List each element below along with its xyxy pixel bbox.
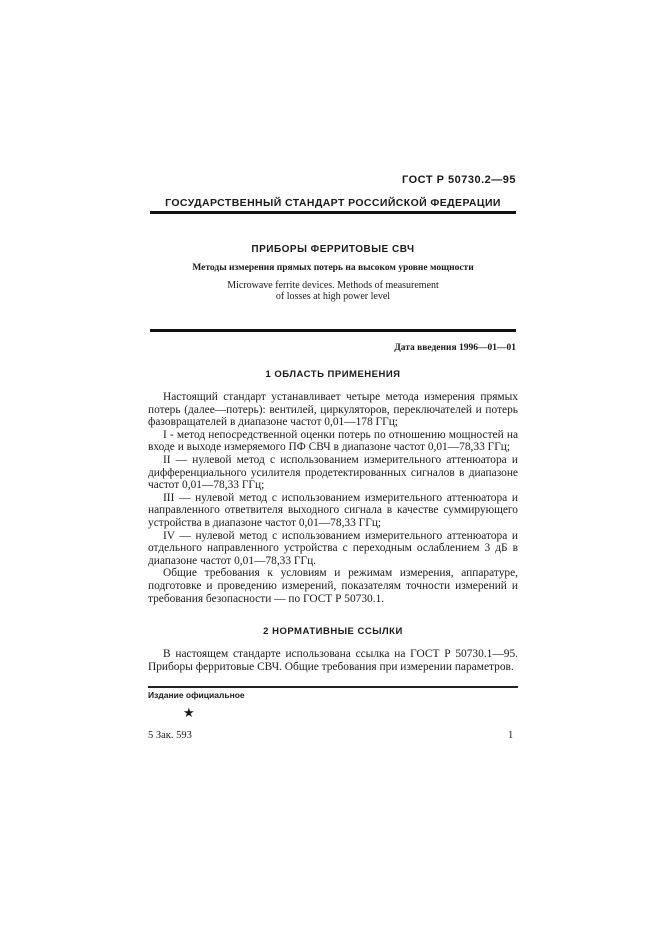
subtitle-english-line-1: Microwave ferrite devices. Methods of measurement [227, 280, 439, 291]
gost-code: ГОСТ Р 50730.2—95 [402, 174, 516, 186]
state-standard-title: ГОСУДАРСТВЕННЫЙ СТАНДАРТ РОССИЙСКОЙ ФЕДЕРАЦИИ [165, 197, 501, 209]
paragraph: III — нулевой метод с использованием измерительного аттенюатора и направленного ответвителя выходного сигнала в качестве суммирующего устройства в диапазоне частот 0,01—78,33 ГГц; [148, 491, 518, 529]
section-2-heading: 2 НОРМАТИВНЫЕ ССЫЛКИ [263, 626, 403, 637]
order-number: 5 Зак. 593 [148, 730, 192, 741]
title-divider [150, 329, 516, 332]
header-divider [150, 211, 516, 214]
page-number: 1 [508, 730, 514, 741]
paragraph: В настоящем стандарте использована ссылка на ГОСТ Р 50730.1—95. Приборы ферритовые СВЧ. Общие требования при измерении параметров. [148, 648, 518, 673]
date-of-introduction: Дата введения 1996—01—01 [394, 343, 516, 353]
subtitle-russian: Методы измерения прямых потерь на высоком уровне мощности [192, 263, 474, 273]
star-icon: ★ [183, 705, 195, 720]
paragraph: Настоящий стандарт устанавливает четыре метода измерения прямых потерь (далее—потерь): вентилей, циркуляторов, переключателей и потерь фазовращателей в диапазоне частот 0,01—178 ГГц; [148, 391, 518, 429]
paragraph: Общие требования к условиям и режимам измерения, аппаратуре, подготовке и проведению измерений, показателям точности измерений и требования безопасности — по ГОСТ Р 50730.1. [148, 567, 518, 605]
document-title: ПРИБОРЫ ФЕРРИТОВЫЕ СВЧ [251, 244, 415, 255]
subtitle-english [150, 280, 516, 302]
subtitle-english-line-2: of losses at high power level [275, 291, 391, 302]
official-edition-label: Издание официальное [148, 690, 245, 700]
paragraph: I - метод непосредственной оценки потерь по отношению мощностей на входе и выходе измеряемого ПФ СВЧ в диапазоне частот 0,01—78,33 ГГц; [148, 428, 518, 454]
paragraph: II — нулевой метод с использованием измерительного аттенюатора и дифференциального усилителя продетектированных сигналов в диапазоне частот 0,01—78,33 ГГц; [148, 453, 518, 492]
section-2-body [148, 648, 518, 673]
paragraph: IV — нулевой метод с использованием измерительного аттенюатора и отдельного направленного устройства с переходным ослаблением 3 дБ в диапазоне частот 0,01—78,33 ГГц. [148, 529, 518, 567]
section-1-heading: 1 ОБЛАСТЬ ПРИМЕНЕНИЯ [265, 369, 401, 380]
section-1-body [148, 391, 518, 605]
footer-divider [148, 686, 518, 688]
